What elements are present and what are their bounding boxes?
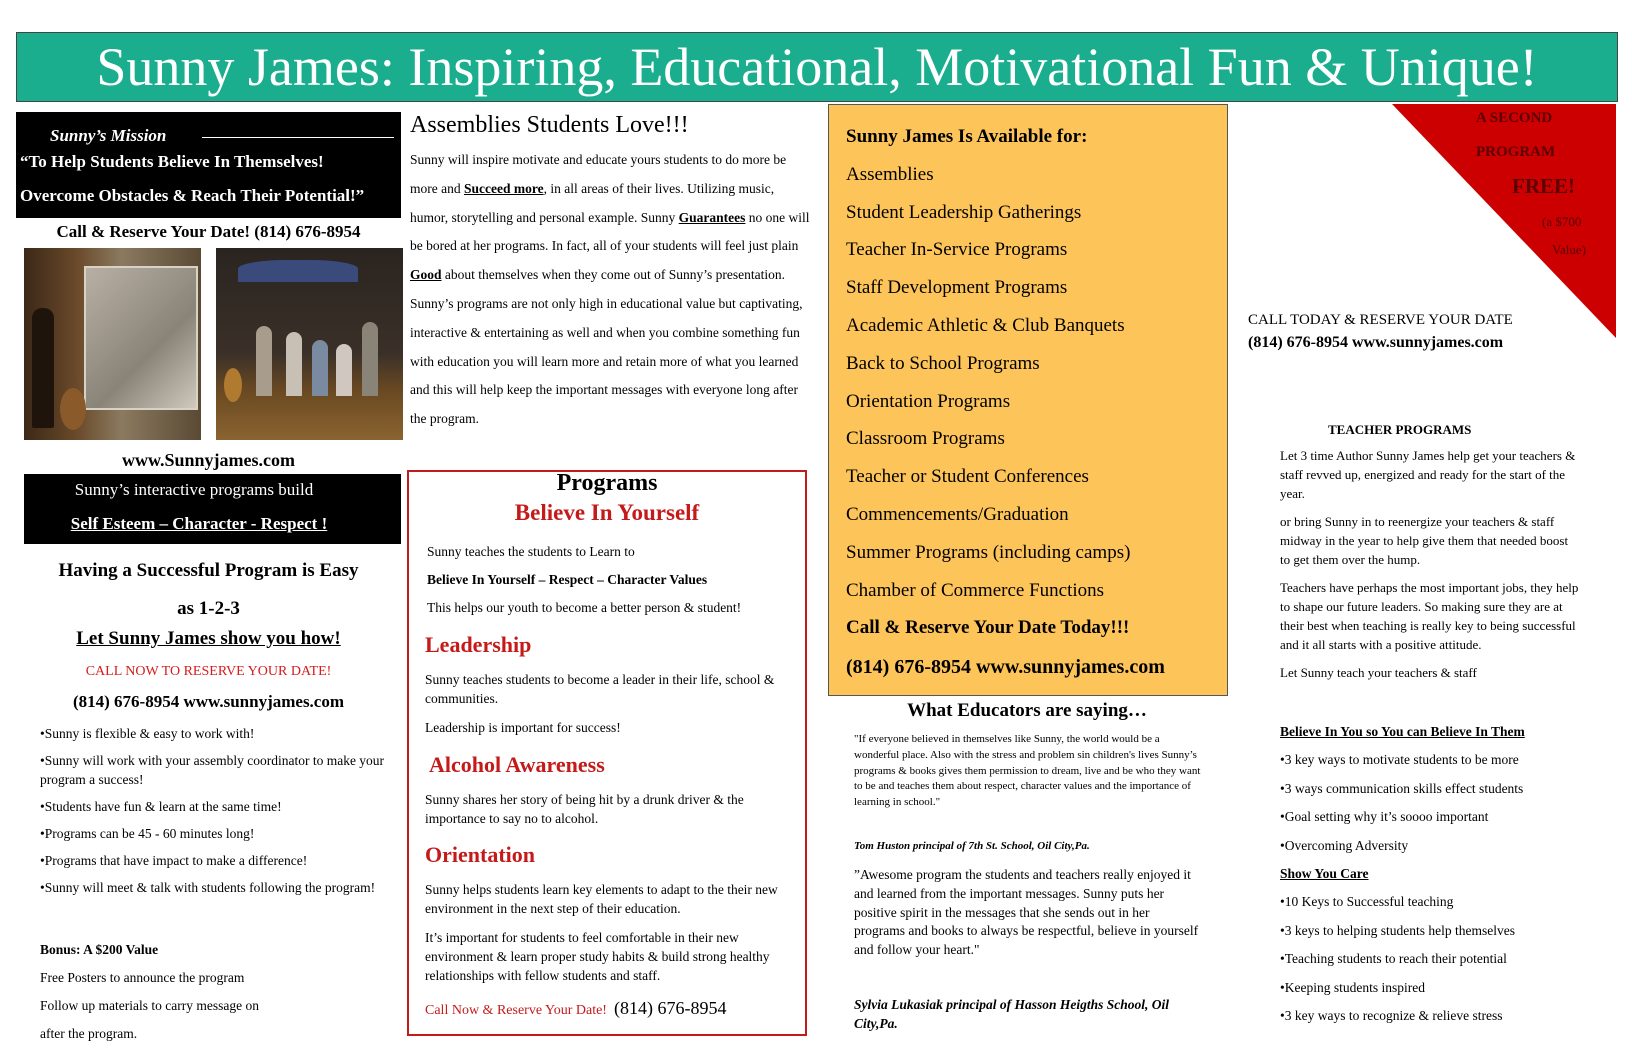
teacher-programs-paragraph: Let Sunny teach your teachers & staff <box>1280 665 1477 680</box>
list-item: •Programs that have impact to make a difference! <box>40 853 308 868</box>
teacher-programs-list <box>1280 718 1590 1030</box>
assemblies-text: no one will be bored at her programs. In fact, all of your students will feel just plain <box>410 209 810 254</box>
person-figure <box>256 326 272 396</box>
teacher-programs-paragraph: Teachers have perhaps the most important jobs, they help to shape our future leaders. So making sure they are at their best when teaching is really key to being successful and it all starts with a positive attitude. <box>1280 580 1579 652</box>
list-item: •Sunny will work with your assembly coordinator to make your program a success! <box>40 753 385 787</box>
programs-intro-2: Believe In Yourself – Respect – Character Values <box>427 572 708 587</box>
website-text: www.Sunnyjames.com <box>121 450 295 470</box>
list-item: Classroom Programs <box>846 428 1005 450</box>
list-item: Commencements/Graduation <box>846 503 1069 525</box>
speaker-figure <box>32 308 54 428</box>
easy-heading <box>16 552 401 628</box>
list-item: •Teaching students to reach their potential <box>1280 951 1507 967</box>
presentation-photo <box>24 248 201 440</box>
list-item: Free Posters to announce the program <box>40 970 245 985</box>
list-item: after the program. <box>40 1026 138 1041</box>
second-program-triangle <box>1392 104 1616 338</box>
list-item: •Keeping students inspired <box>1280 979 1425 995</box>
list-item: Academic Athletic & Club Banquets <box>846 314 1125 336</box>
list-item: Teacher In-Service Programs <box>846 239 1068 261</box>
mission-line-2: Overcome Obstacles & Reach Their Potential!” <box>20 186 365 205</box>
person-figure <box>362 322 378 396</box>
second-program-free: FREE! <box>1512 174 1575 198</box>
list-item: •Sunny is flexible & easy to work with! <box>40 726 255 741</box>
person-figure <box>312 340 328 396</box>
assemblies-text: Sunny will inspire motivate and educate yours students to do more be more and <box>410 152 787 196</box>
build-line-2: Self Esteem – Character - Respect ! <box>70 514 328 533</box>
second-program-value-2: Value) <box>1552 242 1586 257</box>
programs-call-text: Call Now & Reserve Your Date! <box>425 1003 607 1018</box>
guitar-shape-2 <box>224 368 242 402</box>
list-item: •Students have fun & learn at the same time! <box>40 799 282 814</box>
educator-attribution-1: Tom Huston principal of 7th St. School, Oil City,Pa. <box>854 840 1090 852</box>
orientation-text-2: It’s important for students to feel comfortable in their new environment & learn proper study habits & build strong healthy relationships with fellow students and staff. <box>425 930 770 983</box>
teacher-programs-paragraph: Let 3 time Author Sunny James help get your teachers & staff revved up, energized and ready for the start of the year. <box>1280 448 1576 501</box>
right-phone-web: (814) 676-8954 www.sunnyjames.com <box>1248 334 1504 351</box>
show-care-heading: Show You Care <box>1280 866 1369 882</box>
mission-title: Sunny’s Mission <box>50 126 167 145</box>
list-item: Follow up materials to carry message on <box>40 998 259 1013</box>
programs-intro-1: Sunny teaches the students to Learn to <box>427 544 635 559</box>
teacher-programs-title: TEACHER PROGRAMS <box>1328 422 1472 437</box>
list-item: Student Leadership Gatherings <box>846 201 1082 223</box>
list-item: Teacher or Student Conferences <box>846 466 1089 488</box>
list-item: •3 ways communication skills effect students <box>1280 780 1524 796</box>
programs-call <box>425 998 726 1019</box>
orientation-text-1: Sunny helps students learn key elements to adapt to the their new environment in the next step of their education. <box>425 882 778 916</box>
availability-list <box>846 118 1165 687</box>
bonus-title: Bonus: A $200 Value <box>40 942 159 957</box>
assemblies-text: about themselves when they come out of Sunny’s presentation. Sunny’s programs are not only high in educational value but captivating, interactive & entertaining as well and when you combine something fun with education you will learn more and retain more of what you learned and this will help keep the important messages with everyone long after the program. <box>410 267 803 427</box>
availability-phone-web: (814) 676-8954 www.sunnyjames.com <box>846 656 1165 679</box>
leadership-text-1: Sunny teaches students to become a leader in their life, school & communities. <box>425 672 775 706</box>
list-item: Staff Development Programs <box>846 277 1068 299</box>
list-item: •10 Keys to Successful teaching <box>1280 894 1454 910</box>
list-item: Summer Programs (including camps) <box>846 541 1131 563</box>
list-item: •3 key ways to recognize & relieve stress <box>1280 1008 1503 1024</box>
assemblies-title: Assemblies Students Love!!! <box>410 112 689 138</box>
mission-rule <box>202 137 394 138</box>
availability-title: Sunny James Is Available for: <box>846 126 1088 147</box>
believe-heading: Believe In You so You can Believe In Them <box>1280 724 1525 739</box>
educator-attribution-2: Sylvia Lukasiak principal of Hasson Heigths School, Oil City,Pa. <box>854 997 1170 1031</box>
assemblies-text: , in all areas of their lives. Utilizing music, humor, storytelling and personal example. Sunny <box>410 180 775 225</box>
call-reserve-text: Call & Reserve Your Date! (814) 676-8954 <box>56 222 361 241</box>
show-how-heading: Let Sunny James show you how! <box>76 628 341 649</box>
teacher-programs-body <box>1280 446 1580 691</box>
projector-screen <box>84 266 198 410</box>
list-item: •3 key ways to motivate students to be more <box>1280 752 1519 768</box>
list-item: Back to School Programs <box>846 352 1040 374</box>
easy-line-2: as 1-2-3 <box>177 598 240 619</box>
list-item: Assemblies <box>846 163 934 185</box>
list-item: •Goal setting why it’s soooo important <box>1280 809 1489 825</box>
programs-title: Programs <box>556 470 658 496</box>
call-now-text: CALL NOW TO RESERVE YOUR DATE! <box>85 664 332 679</box>
red-triangle <box>1392 104 1616 338</box>
mission-box <box>16 112 401 218</box>
programs-intro-3: This helps our youth to become a better person & student! <box>427 600 742 615</box>
guitar-shape <box>60 388 86 430</box>
assemblies-emphasis: Guarantees <box>678 209 746 225</box>
leadership-text-2: Leadership is important for success! <box>425 720 621 735</box>
banner-title: Sunny James: Inspiring, Educational, Motivational Fun & Unique! <box>16 32 1618 102</box>
educator-quote-2: ”Awesome program the students and teachers really enjoyed it and learned from the important messages. Sunny puts her positive spirit in the messages that she sends out in her programs and books to always be respectful, believe in yourself and follow your heart." <box>854 867 1199 958</box>
benefits-list <box>40 724 390 905</box>
easy-line-1: Having a Successful Program is Easy <box>58 560 359 581</box>
availability-call: Call & Reserve Your Date Today!!! <box>846 617 1130 639</box>
educator-quote-1: "If everyone believed in themselves like Sunny, the world would be a wonderful place. Also with the stress and problem sin children's lives Sunny’s programs & books gives them permission to dream, live and be who they want to be and teaches them about respect, character values and the importance of learning in school." <box>854 733 1201 809</box>
list-item: Chamber of Commerce Functions <box>846 579 1105 601</box>
teacher-programs-paragraph: or bring Sunny in to reenergize your teachers & staff midway in the year to help give them that needed boost to get them over the hump. <box>1280 514 1569 567</box>
leadership-heading: Leadership <box>425 632 532 657</box>
stage-photo <box>216 248 403 440</box>
person-figure <box>336 344 352 396</box>
list-item: Orientation Programs <box>846 390 1011 412</box>
person-figure <box>286 332 302 396</box>
assemblies-emphasis: Succeed more <box>463 180 544 196</box>
list-item: •Programs can be 45 - 60 minutes long! <box>40 826 255 841</box>
build-line-1: Sunny’s interactive programs build <box>74 480 314 499</box>
list-item: •Overcoming Adversity <box>1280 837 1409 853</box>
alcohol-text: Sunny shares her story of being hit by a drunk driver & the importance to say no to alcohol. <box>425 792 744 826</box>
assemblies-body <box>410 146 810 434</box>
orientation-heading: Orientation <box>425 842 535 867</box>
educators-title: What Educators are saying… <box>907 700 1147 721</box>
second-program-line-2: PROGRAM <box>1476 144 1556 160</box>
build-box <box>24 474 401 544</box>
second-program-line-1: A SECOND <box>1476 110 1553 126</box>
programs-subtitle: Believe In Yourself <box>514 500 700 525</box>
call-today-text: CALL TODAY & RESERVE YOUR DATE <box>1248 312 1513 328</box>
programs-call-phone: (814) 676-8954 <box>613 998 727 1018</box>
mission-line-1: “To Help Students Believe In Themselves! <box>20 152 324 171</box>
alcohol-heading: Alcohol Awareness <box>429 752 605 777</box>
list-item: •Sunny will meet & talk with students following the program! <box>40 880 376 895</box>
bonus-section <box>40 936 390 1048</box>
stage-banner <box>238 260 358 282</box>
list-item: •3 keys to helping students help themselves <box>1280 922 1515 938</box>
assemblies-emphasis: Good <box>410 267 442 283</box>
phone-web-text: (814) 676-8954 www.sunnyjames.com <box>72 692 345 711</box>
second-program-value-1: (a $700 <box>1542 214 1582 229</box>
